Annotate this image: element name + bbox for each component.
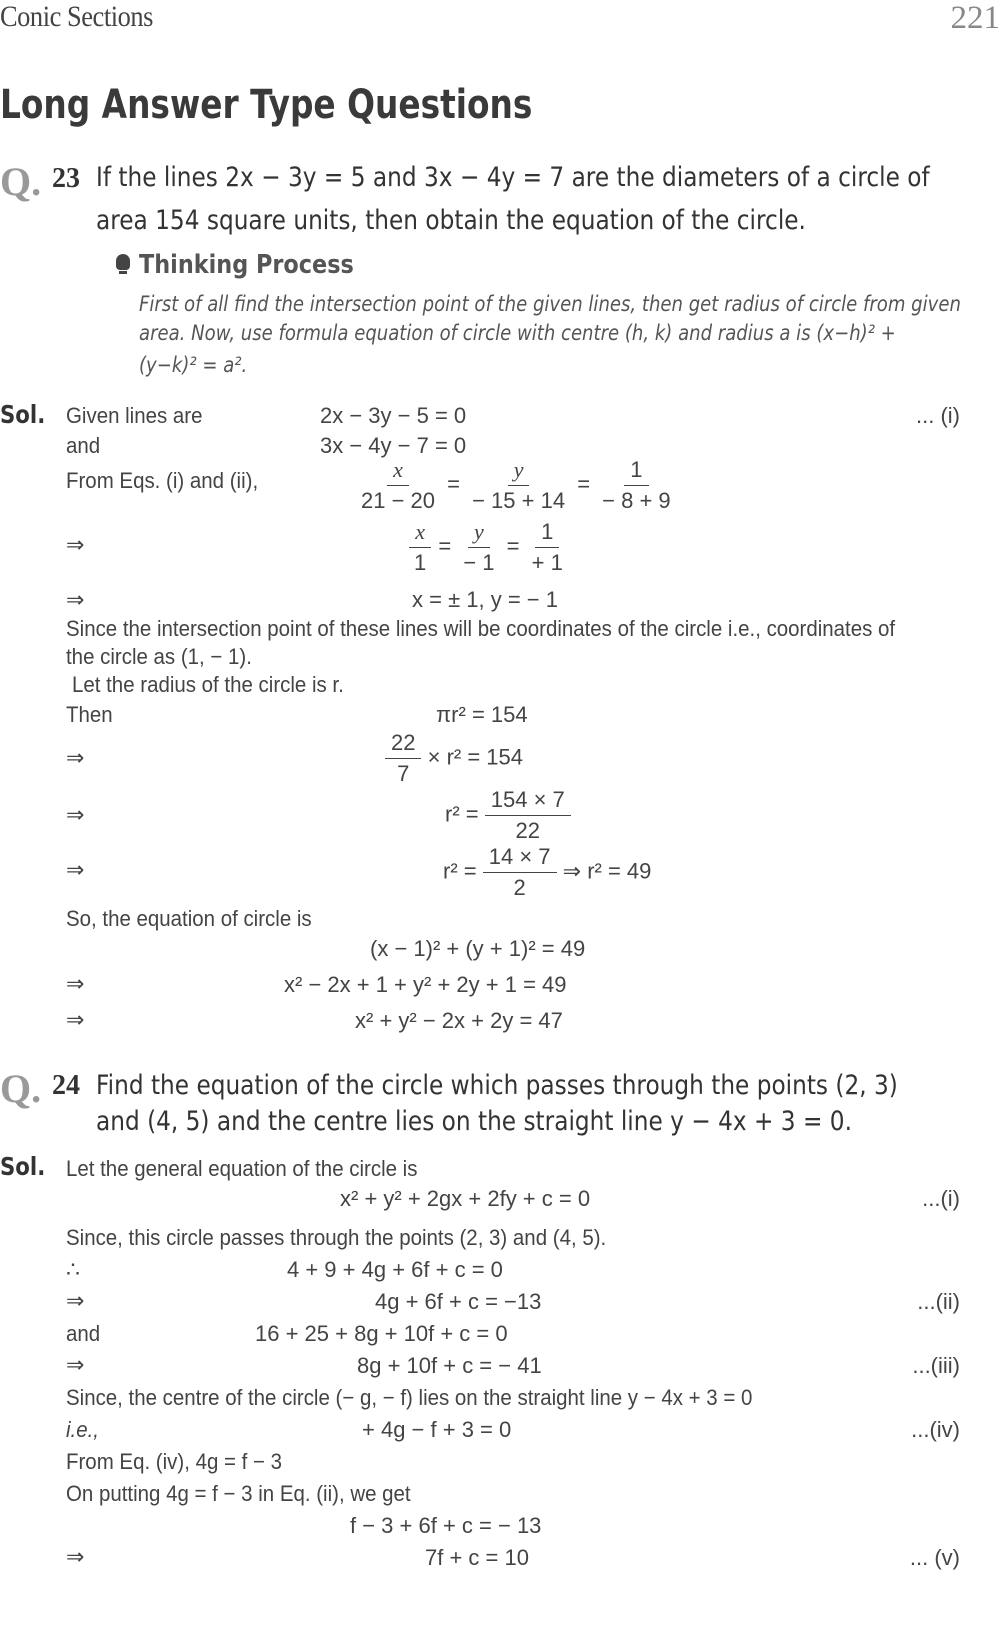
fraction-equation: $\frac{x}{21 - 20}$ = $\frac{y}{- 15 + 14}$ = $\frac{1}{- 8 + 9}$ [355, 455, 677, 516]
equation-tag: ... (v) [909, 1545, 960, 1570]
equation-tag: ...(i) [922, 1186, 960, 1211]
step-text: From Eq. (iv), 4g = f − 3 [66, 1449, 283, 1474]
implies-symbol: ⇒ [66, 858, 85, 883]
question-mark-icon: Q. [0, 1066, 42, 1111]
thinking-process-title: Thinking Process [139, 250, 354, 280]
fraction-equation: $\frac{x}{1}$ = $\frac{y}{- 1}$ = $\frac{1}{+ 1}$ [408, 517, 569, 578]
equation-tag: ... (i) [916, 403, 960, 428]
numerator: 1 [624, 455, 648, 486]
implies-symbol: ⇒ [66, 1545, 85, 1570]
denominator: 21 − 20 [361, 488, 436, 513]
step-text: Given lines are [66, 403, 203, 428]
implies-symbol: ⇒ [66, 803, 85, 828]
fraction-equation [385, 728, 523, 789]
question-text-line1: If the lines 2x − 3y = 5 and 3x − 4y = 7 are the diameters of a circle of [96, 162, 930, 193]
implies-symbol: ⇒ [66, 588, 85, 613]
equation: πr² = 154 [436, 702, 528, 727]
denominator: − 1 [463, 550, 495, 575]
equation: f − 3 + 6f + c = − 13 [350, 1513, 542, 1538]
step-text: Let the radius of the circle is r. [72, 672, 344, 697]
step-text: i.e., [66, 1417, 99, 1442]
solution-label: Sol. [0, 400, 46, 429]
step-text: and [66, 1321, 101, 1346]
equation-tag: ...(ii) [917, 1289, 960, 1314]
step-text: Let the general equation of the circle is [66, 1156, 418, 1181]
implies-symbol: ⇒ [66, 533, 85, 558]
equation: x² + y² − 2x + 2y = 47 [355, 1008, 563, 1033]
lightbulb-icon [116, 254, 130, 270]
page-number: 221 [950, 0, 1000, 36]
implies-symbol: ⇒ [66, 972, 85, 997]
step-text: From Eqs. (i) and (ii), [66, 468, 259, 493]
equation: 3x − 4y − 7 = 0 [320, 433, 467, 458]
equation: 7f + c = 10 [425, 1545, 529, 1570]
thinking-process-line2: area. Now, use formula equation of circle with centre (h, k) and radius a is (x−h)² + [139, 321, 896, 345]
question-text-line1: Find the equation of the circle which passes through the points (2, 3) [96, 1070, 898, 1101]
denominator: − 8 + 9 [602, 488, 671, 513]
equation: 4 + 9 + 4g + 6f + c = 0 [287, 1257, 503, 1282]
fraction-equation [443, 842, 651, 903]
equation-lhs: r² = [445, 801, 479, 827]
solution-label: Sol. [0, 1152, 46, 1181]
numerator: x [415, 519, 425, 544]
implies-symbol: ⇒ [66, 1353, 85, 1378]
step-text: On putting 4g = f − 3 in Eq. (ii), we get [66, 1481, 411, 1506]
numerator: y [513, 457, 524, 482]
section-title: Long Answer Type Questions [0, 82, 533, 128]
implies-symbol: ⇒ [66, 746, 85, 771]
equation: 4g + 6f + c = −13 [375, 1289, 542, 1314]
numerator: 1 [535, 517, 559, 548]
equation: 16 + 25 + 8g + 10f + c = 0 [255, 1321, 508, 1346]
therefore-symbol: ∴ [66, 1257, 80, 1282]
numerator: y [474, 519, 484, 544]
equation-rest: × r² = 154 [427, 744, 523, 770]
step-text: and [66, 433, 101, 458]
equation: x² − 2x + 1 + y² + 2y + 1 = 49 [284, 972, 567, 997]
thinking-process-line3: (y−k)² = a². [139, 353, 248, 377]
thinking-process-line1: First of all find the intersection point of the given lines, then get radius of circle from given [139, 292, 961, 316]
step-text: Then [66, 702, 113, 727]
numerator: x [393, 457, 403, 482]
question-text-line2: and (4, 5) and the centre lies on the straight line y − 4x + 3 = 0. [96, 1106, 852, 1137]
question-text-line2: area 154 square units, then obtain the equation of the circle. [96, 205, 806, 236]
step-text: the circle as (1, − 1). [66, 644, 252, 669]
equation: 2x − 3y − 5 = 0 [320, 403, 467, 428]
equation-tag: ...(iii) [912, 1353, 960, 1378]
denominator: 22 [515, 818, 540, 843]
question-mark-icon: Q. [0, 159, 42, 204]
step-text: Since, the centre of the circle (− g, − f) lies on the straight line y − 4x + 3 = 0 [66, 1385, 753, 1410]
numerator: 154 × 7 [485, 785, 571, 816]
equation-lhs: r² = [443, 858, 477, 884]
numerator: 14 × 7 [483, 842, 557, 873]
equation: (x − 1)² + (y + 1)² = 49 [370, 936, 586, 961]
equation-tag: ...(iv) [911, 1417, 960, 1442]
equation-result: ⇒ r² = 49 [562, 858, 652, 884]
question-number: 23 [52, 163, 80, 194]
equation: x² + y² + 2gx + 2fy + c = 0 [340, 1186, 591, 1211]
denominator: − 15 + 14 [472, 488, 566, 513]
denominator: + 1 [531, 550, 563, 575]
implies-symbol: ⇒ [66, 1289, 85, 1314]
step-text: So, the equation of circle is [66, 906, 312, 931]
running-head: Conic Sections [0, 0, 153, 33]
denominator: 1 [414, 550, 427, 575]
equation: + 4g − f + 3 = 0 [362, 1417, 512, 1442]
equation: x = ± 1, y = − 1 [412, 587, 558, 612]
denominator: 7 [397, 761, 410, 786]
implies-symbol: ⇒ [66, 1008, 85, 1033]
step-text: Since the intersection point of these lines will be coordinates of the circle i.e., coordinates of [66, 616, 896, 641]
numerator: 22 [385, 728, 421, 759]
lightbulb-base-icon [119, 271, 127, 274]
step-text: Since, this circle passes through the points (2, 3) and (4, 5). [66, 1225, 607, 1250]
question-number: 24 [52, 1070, 80, 1101]
denominator: 2 [513, 875, 526, 900]
fraction-equation [445, 785, 571, 846]
equation: 8g + 10f + c = − 41 [357, 1353, 542, 1378]
